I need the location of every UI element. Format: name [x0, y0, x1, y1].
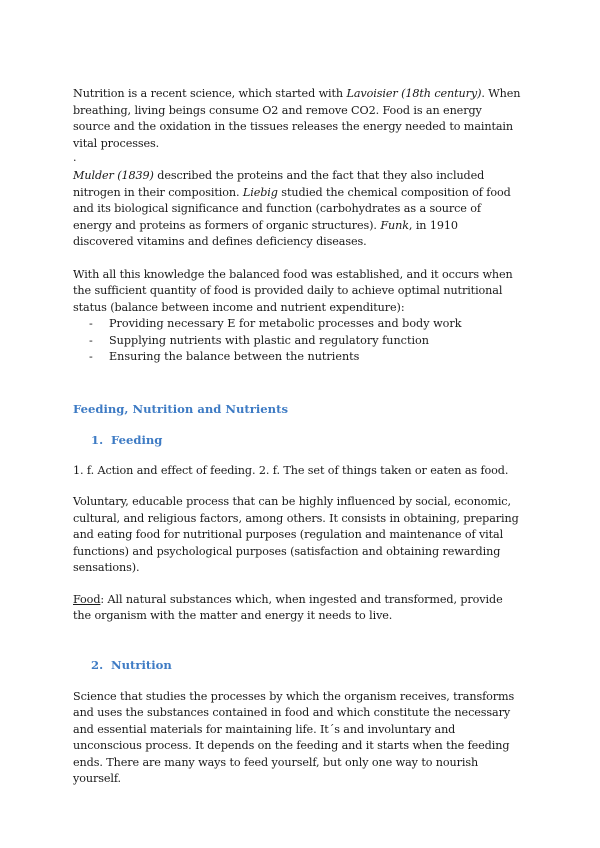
- heading-number: 2.: [91, 657, 104, 672]
- subsection-heading-nutrition: [73, 657, 521, 673]
- document-page: [73, 86, 521, 788]
- list-item: [73, 333, 521, 350]
- feeding-paragraph: Voluntary, educable process that can be highly influenced by social, economic, cultural, and religious factors, among others. It consists in obtaining, preparing and eating food for nutritional purposes (regulation and maintenance of vital functions) and psychological purposes (satisfaction and obtaining rewarding sensations).: [73, 495, 519, 574]
- text-span: Nutrition is a recent science, which started with: [73, 87, 347, 100]
- stray-dot: .: [73, 151, 77, 164]
- intro-paragraph-1: [73, 86, 521, 152]
- dash-marker: -: [89, 317, 93, 330]
- section-heading: Feeding, Nutrition and Nutrients: [73, 401, 288, 416]
- heading-number: 1.: [91, 432, 104, 447]
- funk-reference: Funk: [380, 218, 409, 232]
- list-item: [73, 349, 521, 366]
- text-span: studied the chemical composition of food and its biological significance and function (carbohydrates as a source of energy and proteins as formers of organic structures).: [73, 185, 511, 232]
- food-term: Food: [73, 592, 101, 606]
- liebig-reference: Liebig: [242, 185, 278, 199]
- intro-paragraph-3: With all this knowledge the balanced food was established, and it occurs when the sufficient quantity of food is provided daily to achieve optimal nutritional status (balance between income and nutrient expenditure):: [73, 267, 513, 314]
- food-definition: [73, 592, 521, 625]
- mulder-reference: Mulder (1839): [73, 169, 154, 182]
- text-span: . When breathing, living beings consume O2 and remove CO2. Food is an energy source and the oxidation in the tissues releases the energy needed to maintain vital processes.: [73, 87, 521, 150]
- subsection-heading-feeding: [73, 432, 521, 448]
- intro-paragraph-2: [73, 168, 521, 251]
- text-span: : All natural substances which, when ingested and transformed, provide the organism with the matter and energy it needs to live.: [73, 592, 503, 622]
- nutrition-paragraph: Science that studies the processes by which the organism receives, transforms and uses the substances contained in food and which constitute the necessary and essential materials for maintaining life. It´s and involuntary and unconscious process. It depends on the feeding and it starts when the feeding ends. There are many ways to feed yourself, but only one way to nourish yourself.: [73, 689, 515, 785]
- list-item-text: Supplying nutrients with plastic and regulatory function: [109, 333, 429, 347]
- list-item: [73, 316, 521, 333]
- feeding-definition: 1. f. Action and effect of feeding. 2. f. The set of things taken or eaten as food.: [73, 463, 509, 477]
- text-span: , in 1910 discovered vitamins and defines deficiency diseases.: [73, 218, 458, 248]
- balance-list: [73, 316, 521, 366]
- dash-marker: -: [89, 333, 93, 347]
- text-span: described the proteins and the fact that they also included nitrogen in their composition.: [73, 169, 485, 199]
- heading-title: Feeding: [111, 432, 163, 447]
- heading-title: Nutrition: [111, 657, 172, 672]
- lavoisier-reference: Lavoisier (18th century): [346, 87, 482, 100]
- dash-marker: -: [89, 350, 93, 363]
- list-item-text: Ensuring the balance between the nutrients: [109, 350, 360, 363]
- list-item-text: Providing necessary E for metabolic processes and body work: [109, 317, 462, 330]
